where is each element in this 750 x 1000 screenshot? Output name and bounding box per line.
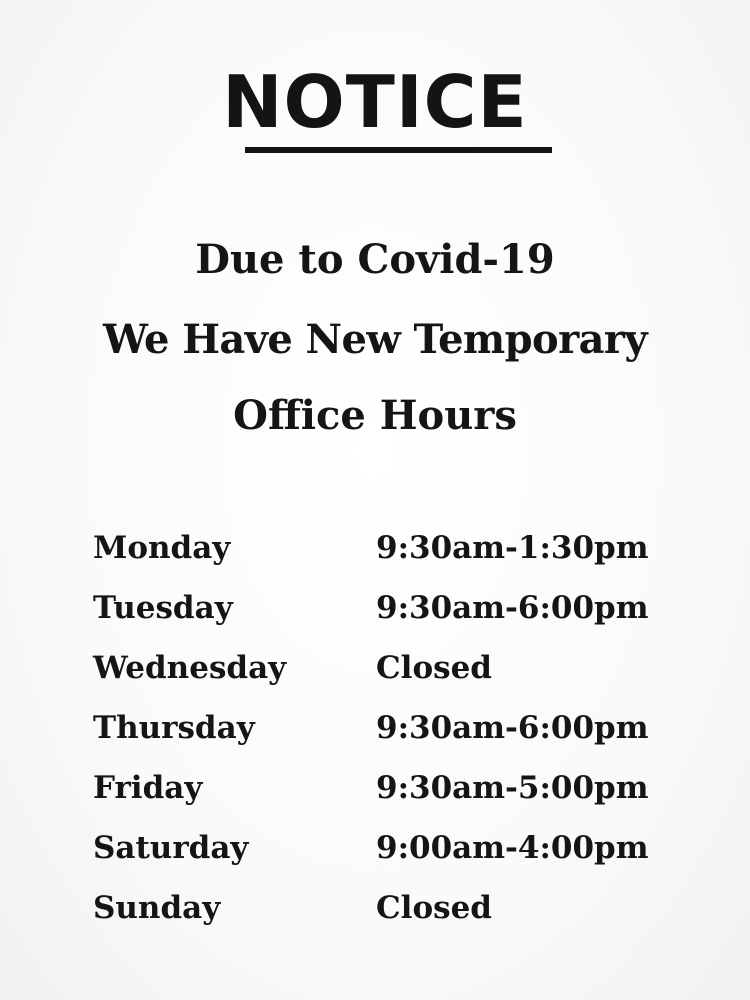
hours-value: Closed [376,890,492,926]
day-label: Sunday [93,890,221,926]
hours-row-monday [0,524,750,584]
day-label: Wednesday [93,650,287,686]
headline-line-2: We Have New Temporary [102,316,648,363]
hours-row-saturday [0,824,750,884]
day-label: Friday [93,770,203,806]
hours-value: 9:30am-1:30pm [376,530,649,566]
hours-value: 9:00am-4:00pm [376,830,649,866]
day-label: Thursday [93,710,255,746]
hours-row-thursday [0,704,750,764]
hours-row-friday [0,764,750,824]
headline-line-1: Due to Covid-19 [195,236,555,283]
day-label: Saturday [93,830,249,866]
notice-title: NOTICE [222,60,528,144]
day-label: Monday [93,530,231,566]
hours-value: 9:30am-6:00pm [376,590,649,626]
hours-row-sunday [0,884,750,944]
office-hours-list [0,524,750,944]
headline-line-3: Office Hours [233,392,517,439]
hours-value: 9:30am-6:00pm [376,710,649,746]
title-underline [245,147,552,153]
hours-value: Closed [376,650,492,686]
day-label: Tuesday [93,590,233,626]
hours-row-wednesday [0,644,750,704]
hours-row-tuesday [0,584,750,644]
hours-value: 9:30am-5:00pm [376,770,649,806]
